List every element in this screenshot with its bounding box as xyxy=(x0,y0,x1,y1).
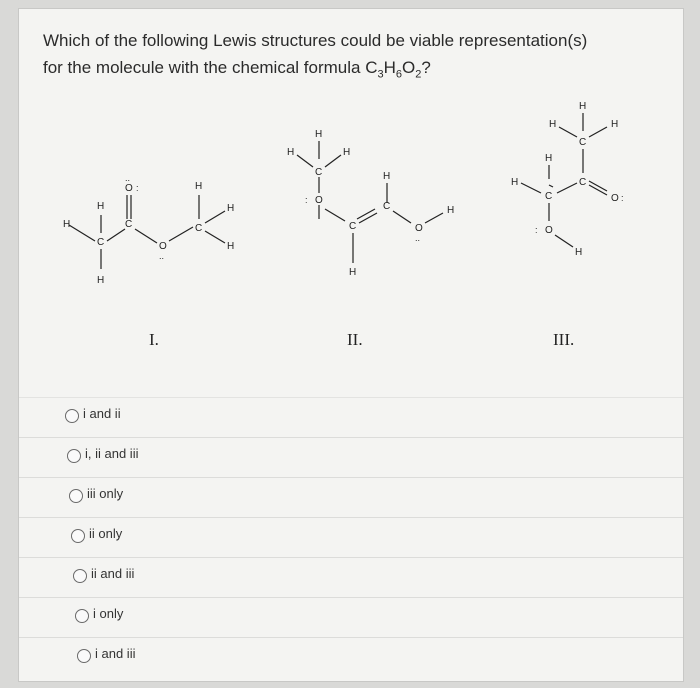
option-label: ii and iii xyxy=(91,566,135,581)
atom-h: H xyxy=(545,153,553,164)
atom-c: C xyxy=(579,177,587,188)
lewis-structures-figure xyxy=(19,93,683,373)
atom-h: H xyxy=(349,267,357,278)
atom-c: C xyxy=(195,223,203,234)
answer-options xyxy=(19,397,683,677)
atom-h: H xyxy=(511,177,519,188)
lone-pair: : xyxy=(621,193,624,203)
atom-h: H xyxy=(611,119,619,130)
atom-h: H xyxy=(447,205,455,216)
option-i-and-ii[interactable] xyxy=(19,397,683,437)
atom-c: C xyxy=(383,201,391,212)
atom-c: C xyxy=(97,237,105,248)
atom-o: O xyxy=(611,193,619,204)
question-line-2: for the molecule with the chemical formula $C_3H_6O_2$? xyxy=(43,58,431,81)
option-ii-and-iii[interactable] xyxy=(19,557,683,597)
radio-button[interactable] xyxy=(69,489,83,503)
atom-h: H xyxy=(579,101,587,112)
option-i-and-iii[interactable] xyxy=(19,637,683,677)
atom-h: H xyxy=(227,203,235,214)
atom-h: H xyxy=(195,181,203,192)
option-label: iii only xyxy=(87,486,124,501)
lewis-structures xyxy=(19,93,683,373)
lone-pair: .. xyxy=(415,233,421,243)
question-text xyxy=(43,27,653,88)
option-label: ii only xyxy=(89,526,123,541)
lone-pair: : xyxy=(136,183,139,193)
option-ii-only[interactable] xyxy=(19,517,683,557)
radio-button[interactable] xyxy=(73,569,87,583)
lone-pair: : xyxy=(305,195,308,205)
question-card xyxy=(18,8,684,682)
atom-h: H xyxy=(97,275,105,286)
atom-c: C xyxy=(125,219,133,230)
radio-button[interactable] xyxy=(77,649,91,663)
atom-h: H xyxy=(549,119,557,130)
radio-button[interactable] xyxy=(67,449,81,463)
structure-label-i: I. xyxy=(149,330,159,349)
atom-o: O xyxy=(415,223,423,234)
option-label: i and ii xyxy=(83,406,121,421)
atom-c: C xyxy=(349,221,357,232)
atom-o: O xyxy=(545,225,553,236)
atom-c: C xyxy=(579,137,587,148)
atom-h: H xyxy=(383,171,391,182)
lone-pair: .. xyxy=(125,173,131,183)
option-label: i, ii and iii xyxy=(85,446,139,461)
atom-h: H xyxy=(227,241,235,252)
option-label: i only xyxy=(93,606,124,621)
atom-c: C xyxy=(545,191,553,202)
atom-h: H xyxy=(287,147,295,158)
structure-label-ii: II. xyxy=(347,330,363,349)
atom-c: C xyxy=(315,167,323,178)
atom-o: O xyxy=(315,195,323,206)
atom-h: H xyxy=(315,129,323,140)
structure-label-iii: III. xyxy=(553,330,575,349)
option-i-ii-and-iii[interactable] xyxy=(19,437,683,477)
atom-o: O xyxy=(159,241,167,252)
question-line-1: Which of the following Lewis structures could be viable representation(s) xyxy=(43,31,588,50)
option-label: i and iii xyxy=(95,646,136,661)
lone-pair: .. xyxy=(159,251,165,261)
lone-pair: : xyxy=(535,225,538,235)
atom-h: H xyxy=(63,219,71,230)
option-i-only[interactable] xyxy=(19,597,683,637)
radio-button[interactable] xyxy=(71,529,85,543)
atom-h: H xyxy=(343,147,351,158)
radio-button[interactable] xyxy=(75,609,89,623)
atom-o: O xyxy=(125,183,133,194)
radio-button[interactable] xyxy=(65,409,79,423)
atom-h: H xyxy=(97,201,105,212)
atom-h: H xyxy=(575,247,583,258)
option-iii-only[interactable] xyxy=(19,477,683,517)
